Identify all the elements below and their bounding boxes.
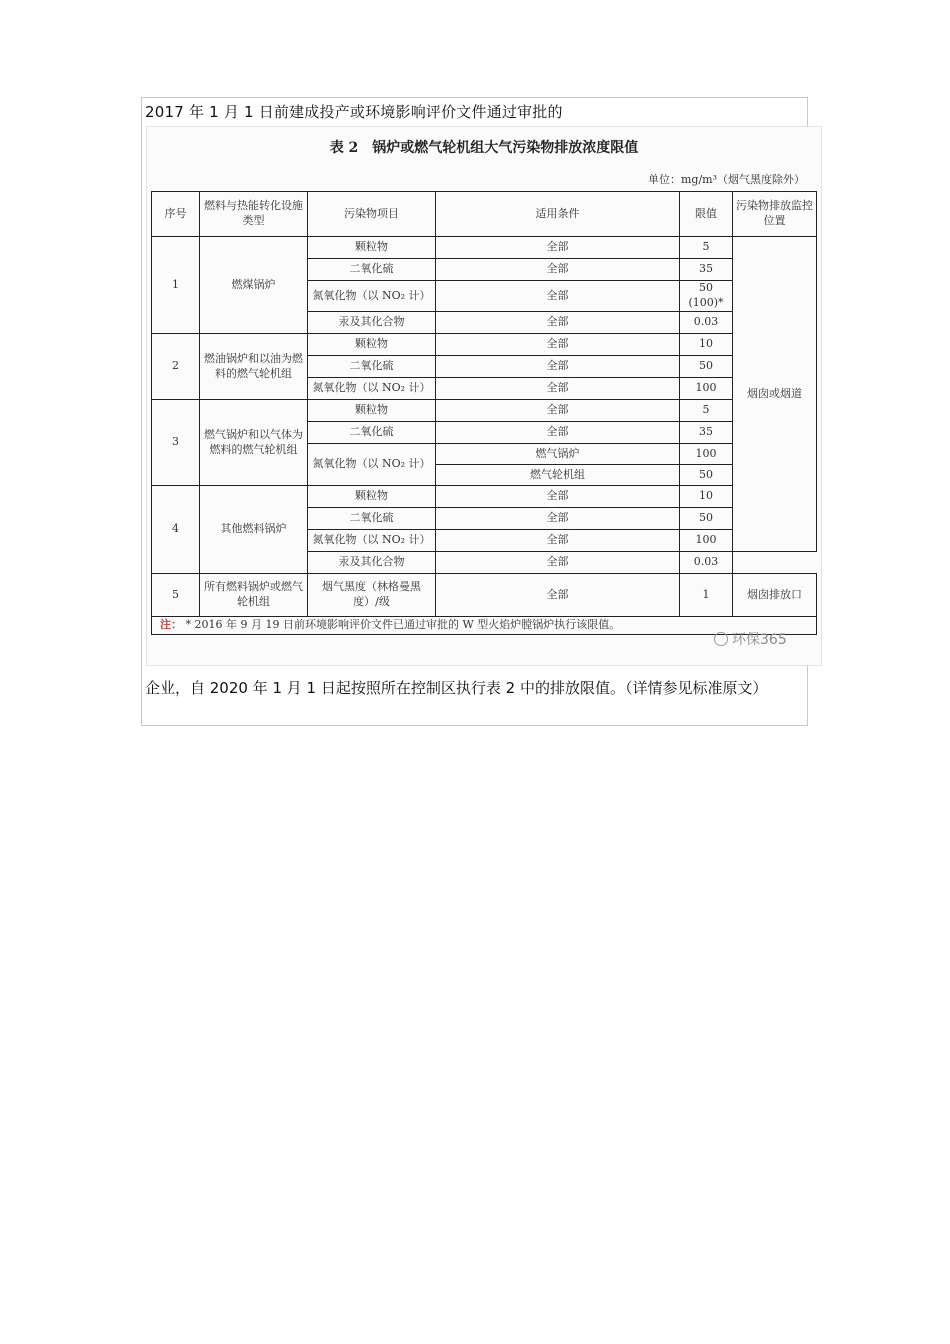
table-row bbox=[152, 334, 817, 356]
closing-text: 企业，自 2020 年 1 月 1 日起按照所在控制区执行表 2 中的排放限值。（详情参见标准原文） bbox=[145, 679, 768, 697]
watermark-text: 环保365 bbox=[732, 632, 787, 648]
table-title: 表 2 锅炉或燃气轮机组大气污染物排放浓度限值 bbox=[329, 140, 639, 156]
fuel-cell: 所有燃料锅炉或燃气轮机组 bbox=[200, 574, 308, 617]
seq-cell: 3 bbox=[152, 400, 200, 486]
emission-limits-table-image bbox=[146, 126, 822, 666]
watermark bbox=[714, 629, 787, 649]
limit-cell: 50 bbox=[680, 465, 733, 486]
monitor-cell-flue: 烟囱或烟道 bbox=[733, 237, 817, 552]
condition-cell: 全部 bbox=[436, 237, 680, 259]
limit-cell: 1 bbox=[680, 574, 733, 617]
table-row bbox=[152, 486, 817, 508]
pollutant-cell: 汞及其化合物 bbox=[308, 312, 436, 334]
seq-cell: 4 bbox=[152, 486, 200, 574]
table-row bbox=[152, 237, 817, 259]
seq-cell: 1 bbox=[152, 237, 200, 334]
limit-cell: 10 bbox=[680, 334, 733, 356]
condition-cell: 全部 bbox=[436, 422, 680, 444]
pollutant-cell: 烟气黑度（林格曼黑度）/级 bbox=[308, 574, 436, 617]
emission-limits-table bbox=[151, 191, 817, 635]
limit-cell: 0.03 bbox=[680, 552, 733, 574]
limit-extra-value: (100)* bbox=[688, 296, 724, 309]
pollutant-cell: 颗粒物 bbox=[308, 486, 436, 508]
condition-cell: 燃气锅炉 bbox=[436, 444, 680, 465]
seq-cell: 2 bbox=[152, 334, 200, 400]
limit-value: 50 bbox=[699, 281, 713, 295]
pollutant-cell: 颗粒物 bbox=[308, 400, 436, 422]
condition-cell: 全部 bbox=[436, 400, 680, 422]
pollutant-cell: 二氧化硫 bbox=[308, 508, 436, 530]
condition-cell: 全部 bbox=[436, 259, 680, 281]
pollutant-cell: 汞及其化合物 bbox=[308, 552, 436, 574]
table-row bbox=[152, 574, 817, 617]
note-label: 注： bbox=[160, 618, 182, 632]
limit-cell: 10 bbox=[680, 486, 733, 508]
condition-cell: 全部 bbox=[436, 574, 680, 617]
pollutant-cell: 二氧化硫 bbox=[308, 422, 436, 444]
table-row bbox=[152, 400, 817, 422]
pollutant-cell: 二氧化硫 bbox=[308, 356, 436, 378]
table-unit: 单位：mg/m³（烟气黑度除外） bbox=[647, 173, 805, 186]
header-pollutant: 污染物项目 bbox=[308, 192, 436, 237]
limit-cell: 100 bbox=[680, 444, 733, 465]
condition-cell: 全部 bbox=[436, 281, 680, 312]
header-monitor: 污染物排放监控位置 bbox=[733, 192, 817, 237]
wechat-icon bbox=[714, 632, 728, 646]
pollutant-cell: 二氧化硫 bbox=[308, 259, 436, 281]
pollutant-cell: 氮氧化物（以 NO₂ 计） bbox=[308, 530, 436, 552]
pollutant-cell: 氮氧化物（以 NO₂ 计） bbox=[308, 281, 436, 312]
pollutant-cell: 颗粒物 bbox=[308, 334, 436, 356]
table-header-row bbox=[152, 192, 817, 237]
condition-cell: 全部 bbox=[436, 530, 680, 552]
fuel-cell: 其他燃料锅炉 bbox=[200, 486, 308, 574]
limit-cell: 50 bbox=[680, 508, 733, 530]
pollutant-cell: 氮氧化物（以 NO₂ 计） bbox=[308, 444, 436, 486]
limit-cell bbox=[680, 281, 733, 312]
limit-cell: 0.03 bbox=[680, 312, 733, 334]
fuel-cell: 燃气锅炉和以气体为燃料的燃气轮机组 bbox=[200, 400, 308, 486]
fuel-cell: 燃油锅炉和以油为燃料的燃气轮机组 bbox=[200, 334, 308, 400]
fuel-cell: 燃煤锅炉 bbox=[200, 237, 308, 334]
header-fuel: 燃料与热能转化设施类型 bbox=[200, 192, 308, 237]
limit-cell: 35 bbox=[680, 422, 733, 444]
pollutant-cell: 氮氧化物（以 NO₂ 计） bbox=[308, 378, 436, 400]
condition-cell: 全部 bbox=[436, 378, 680, 400]
note-text: * 2016 年 9 月 19 日前环境影响评价文件已通过审批的 W 型火焰炉膛锅炉执行该限值。 bbox=[185, 618, 621, 632]
header-condition: 适用条件 bbox=[436, 192, 680, 237]
header-seq: 序号 bbox=[152, 192, 200, 237]
condition-cell: 全部 bbox=[436, 486, 680, 508]
condition-cell: 燃气轮机组 bbox=[436, 465, 680, 486]
limit-cell: 5 bbox=[680, 400, 733, 422]
monitor-cell-outlet: 烟囱排放口 bbox=[733, 574, 817, 617]
seq-cell: 5 bbox=[152, 574, 200, 617]
limit-cell: 50 bbox=[680, 356, 733, 378]
limit-cell: 100 bbox=[680, 378, 733, 400]
condition-cell: 全部 bbox=[436, 334, 680, 356]
limit-cell: 100 bbox=[680, 530, 733, 552]
limit-cell: 35 bbox=[680, 259, 733, 281]
header-limit: 限值 bbox=[680, 192, 733, 237]
intro-text: 2017 年 1 月 1 日前建成投产或环境影响评价文件通过审批的 bbox=[145, 103, 563, 121]
condition-cell: 全部 bbox=[436, 508, 680, 530]
limit-cell: 5 bbox=[680, 237, 733, 259]
condition-cell: 全部 bbox=[436, 552, 680, 574]
condition-cell: 全部 bbox=[436, 312, 680, 334]
pollutant-cell: 颗粒物 bbox=[308, 237, 436, 259]
condition-cell: 全部 bbox=[436, 356, 680, 378]
